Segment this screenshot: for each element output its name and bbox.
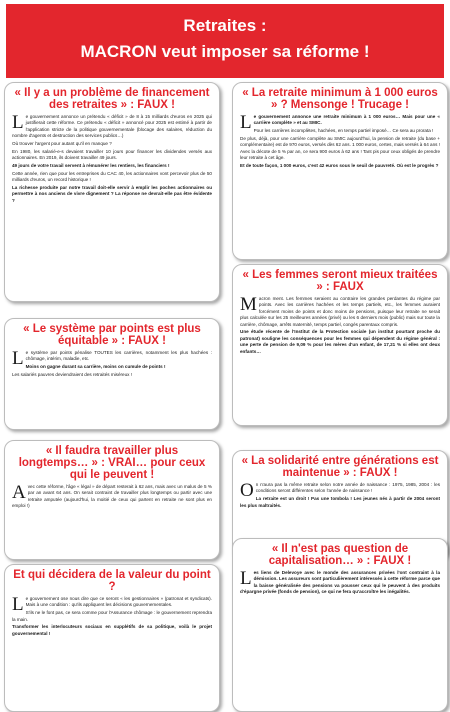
paragraph-bold: 49 jours de votre travail servent à rémunérer les rentiers, les financiers ! (12, 163, 170, 169)
paragraph-bold: Moins on gagne durant sa carrière, moins on cumule de points ! (25, 364, 166, 370)
paragraph: S'ils ne le font pas, ce sera comme pour l'Assurance chômage : le gouvernement reprendra la main. (12, 610, 212, 622)
section-femmes (232, 264, 448, 426)
section-body (233, 569, 447, 596)
section-body (233, 295, 447, 355)
paragraph: n n'aura pas la même retraite selon notre année de naissance : 1975, 1985, 2004 : les conditions seront différentes selon l'année de naissance ! (255, 482, 440, 494)
paragraph: Pour les carrières incomplètes, hachées, en temps partiel imposé… Ce sera au prorata ! (253, 128, 434, 134)
section-body (5, 595, 219, 637)
section-points (4, 318, 220, 430)
header-title-line1: Retraites : (183, 16, 267, 35)
paragraph-bold: Transformer les interlocuteurs sociaux en supplétifs de sa politique, voilà le projet gouvernemental ! (12, 624, 212, 636)
paragraph: vec cette réforme, l'âge « légal » de départ resterait à 62 ans, mais avec un malus de 5 % par an avant 64 ans. On serait contraint de travailler plus longtemps ou partir avec une retraite amputée (aujourd'hui, la moitié de ceux qui partent en retraite ne sont plus en emploi !) (12, 484, 212, 509)
paragraph: Les salariés pauvres deviendraient des retraités miséreux ! (12, 372, 133, 377)
section-title: « La retraite minimum à 1 000 euros » ? Mensonge ! Trucage ! (242, 87, 438, 111)
paragraph-bold: La richesse produite par notre travail doit-elle servir à emplir les poches actionnaires ou permettre à nos anciens de vivre dignement ? La réponse ne devrait-elle pas être évidente ? (12, 185, 212, 203)
paragraph: e système par points pénalise TOUTES les carrières, notamment les plus hachées : chômage, intérim, maladie, etc. (25, 350, 212, 362)
drop-cap: O (240, 480, 254, 501)
section-body (233, 481, 447, 509)
section-body (5, 349, 219, 378)
paragraph: e gouvernement ose nous dire que ce seront « les gestionnaires » (patronat et syndicats). Mais à une condition : qu'ils appliquent les décisions gouvernementales. (25, 596, 212, 608)
drop-cap: L (12, 112, 24, 133)
section-retraite-minimum (232, 82, 448, 260)
section-body (233, 113, 447, 169)
section-title: « Il faudra travailler plus longtemps… » : VRAI… pour ceux qui le peuvent ! (18, 445, 206, 481)
paragraph: En 1980, les salarié-e-s devaient travailler 10 jours pour financer les dividendes versés aux actionnaires. En 2019, ils doivent travailler 49 jours. (12, 148, 212, 161)
drop-cap: A (12, 482, 26, 503)
section-valeur-point (4, 564, 220, 712)
section-travailler (4, 440, 220, 560)
section-title: « Le système par points est plus équitable » : FAUX ! (23, 323, 201, 347)
paragraph-bold: es liens de Delevoye avec le monde des assurances privées l'ont contraint à la démission. Les assureurs sont particulièrement intéressés à cette réforme parce que la baisse généralisée des pensions va pousser ceux qui le peuvent à des produits d'épargne privée (fonds de pension), ce qui ne fera qu'accroître les inégalités. (240, 570, 440, 595)
paragraph-bold: Une étude récente de l'Institut de la Protection sociale (un institut pourtant proche du patronat) souligne les conséquences pour les femmes qui dépendent du régime général : une perte de pension de 9,09 % pour les mères d'un enfant, de 17,21 % si elles ont deux enfants… (240, 329, 440, 354)
section-title: Et qui décidera de la valeur du point ? (13, 569, 211, 593)
section-capitalisation (232, 538, 448, 712)
paragraph-bold: Et de toute façon, 1 000 euros, c'est 42 euros sous le seuil de pauvreté. Où est le progrès ? (240, 163, 439, 169)
paragraph: Cette année, rien que pour les entreprises du CAC 40, les actionnaires vont percevoir plus de 50 milliards d'euros, un record historique ! (12, 170, 212, 183)
drop-cap: L (12, 594, 24, 615)
section-title: « Les femmes seront mieux traitées » : FAUX (242, 269, 438, 293)
drop-cap: L (240, 568, 252, 589)
paragraph: acron ment. Les femmes seraient au contraire les grandes perdantes du régime par points. Avec les carrières hachées et les temps partiels, etc., les femmes auraient forcément moins de points et donc moins de pensions, puisque leur retraite ne serait plus calculée sur les 25 meilleures années (privé) ou les 6 derniers mois (public) mais sur toute la carrière, chômage, arrêts maternité, temps partiel, congés parentaux compris. (240, 296, 440, 327)
paragraph: e gouvernement annonce un prétendu « déficit » de 8 à 15 milliards d'euros en 2025 qui justifierait cette réforme. Ce prétendu « déficit » annoncé pour 2025 est estimé à partir de l'application stricte de la politique gouvernementale (blocage des salaires, réduction du nombre d'agents et destruction des services publics…) (12, 114, 212, 139)
section-financement (4, 82, 220, 302)
section-title: « Il n'est pas question de capitalisation… » : FAUX ! (268, 543, 412, 567)
header-banner (6, 4, 444, 78)
section-title: « La solidarité entre générations est maintenue » : FAUX ! (241, 455, 439, 479)
drop-cap: L (240, 112, 252, 133)
paragraph: Où trouver l'argent pour autant qu'il en manque ? (12, 141, 112, 147)
header-title-line2: MACRON veut imposer sa réforme ! (80, 42, 370, 61)
section-body (5, 113, 219, 204)
paragraph-bold: La retraite est un droit ! Pas une tombola ! Les jeunes nés à partir de 2004 seront les plus maltraités. (240, 496, 440, 508)
paragraph: De plus, déjà, pour une carrière complète au SMIC aujourd'hui, la pension de retraite (du base + complémentaire) est de 970 euros, versés dès 62 ans. 1 000 euros, certes, mais versés à 64 ans ! Avec la décote de 5 % par an, ce sera 900 euros à 62 ans ! Tant pis pour ceux obligés de prendre leur retraite à cet âge. (240, 136, 440, 161)
section-body (5, 483, 219, 510)
section-title: « Il y a un problème de financement des retraites » : FAUX ! (14, 87, 210, 111)
paragraph-bold: e gouvernement annonce une retraite minimum à 1 000 euros… Mais pour une « carrière complète » et au SMIC. (253, 114, 440, 126)
drop-cap: M (240, 294, 257, 315)
drop-cap: L (12, 348, 24, 369)
